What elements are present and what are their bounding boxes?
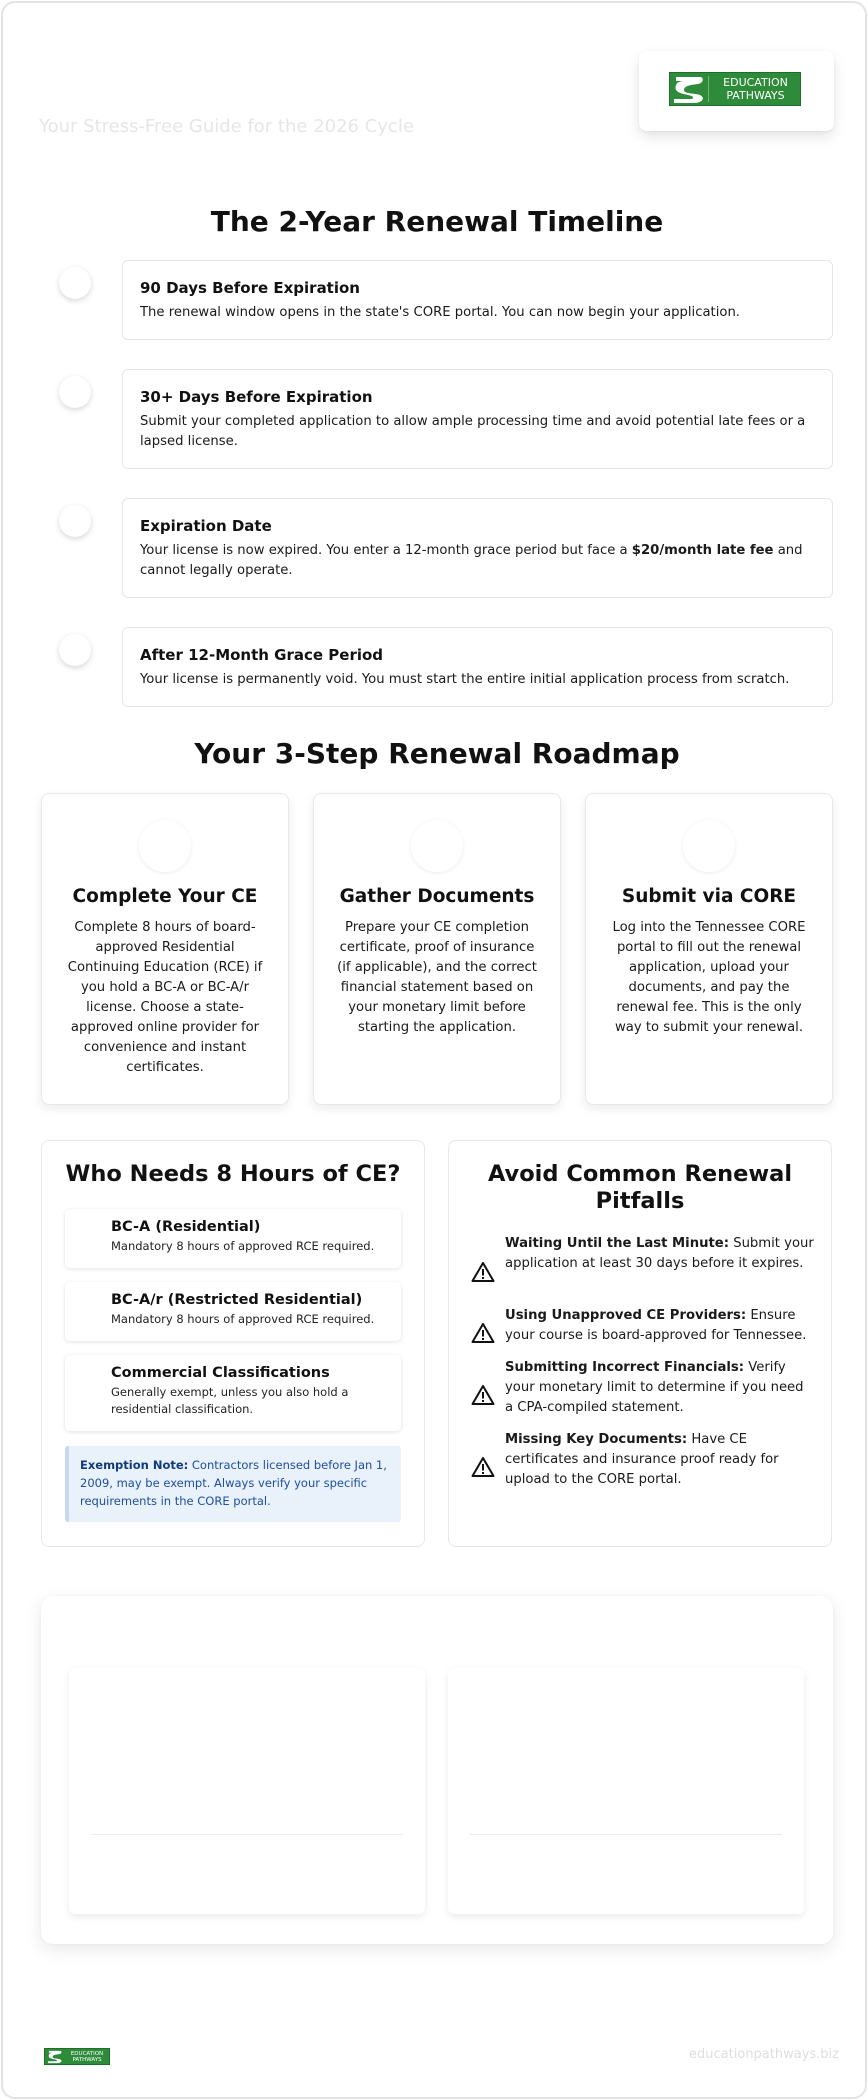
timeline-item-text: Your license is permanently void. You must start the entire initial application process from scratch. <box>140 672 790 687</box>
timeline-item <box>122 498 833 598</box>
pitfall-label: Waiting Until the Last Minute: <box>505 1236 729 1251</box>
timeline-item <box>122 627 833 707</box>
circle-icon <box>411 820 463 872</box>
pitfall-text <box>505 1358 815 1418</box>
step-text: Complete 8 hours of board-approved Residential Continuing Education (RCE) if you hold a BC-A or BC-A/r license. Choose a state-approved online provider for convenience and instant certificates. <box>67 920 263 1075</box>
page-subtitle: Your Stress-Free Guide for the 2026 Cycle <box>39 116 414 137</box>
footer-url-link[interactable]: educationpathways.biz <box>689 2047 839 2062</box>
pitfalls-title: Avoid Common Renewal Pitfalls <box>487 1161 793 1214</box>
classification-text: Mandatory 8 hours of approved RCE required. <box>111 1239 375 1253</box>
timeline-item-text: Submit your completed application to allow ample processing time and avoid potential late fees or a lapsed license. <box>140 414 806 449</box>
pitfall-text <box>505 1234 815 1274</box>
divider <box>470 1834 782 1835</box>
timeline-marker <box>59 634 91 666</box>
timeline-text-part: Your license is now expired. You enter a 12-month grace period but face a <box>140 543 632 558</box>
logo-line-2: PATHWAYS <box>726 89 785 102</box>
timeline-marker <box>59 376 91 408</box>
divider <box>91 1834 403 1835</box>
blank-card <box>69 1668 425 1914</box>
classification-text: Generally exempt, unless you also hold a residential classification. <box>111 1385 349 1416</box>
timeline-item-title: 90 Days Before Expiration <box>140 279 360 297</box>
timeline-marker <box>59 267 91 299</box>
pitfall-text <box>505 1430 815 1490</box>
exemption-note-text: Contractors licensed before Jan 1, 2009, may be exempt. Always verify your specific requirements in the CORE portal. <box>80 1458 387 1508</box>
step-card <box>313 793 561 1105</box>
step-title: Submit via CORE <box>621 886 797 907</box>
late-fee-highlight: $20/month late fee <box>631 543 774 558</box>
classification-card <box>65 1209 401 1268</box>
step-text: Prepare your CE completion certificate, proof of insurance (if applicable), and the correct financial statement based on your monetary limit before starting the application. <box>337 920 537 1035</box>
pitfall-item <box>505 1358 815 1418</box>
step-text: Log into the Tennessee CORE portal to fill out the renewal application, upload your documents, and pay the renewal fee. This is the only way to submit your renewal. <box>612 920 806 1035</box>
who-needs-title: Who Needs 8 Hours of CE? <box>65 1161 401 1187</box>
footer-logo-text <box>65 2051 109 2063</box>
pitfalls-panel <box>448 1140 832 1547</box>
classification-text: Mandatory 8 hours of approved RCE required. <box>111 1312 375 1326</box>
timeline-item <box>122 260 833 340</box>
timeline-item-text: The renewal window opens in the state's CORE portal. You can now begin your application. <box>140 305 740 320</box>
pitfall-item <box>505 1234 815 1274</box>
footer-logo-line-1: EDUCATION <box>70 2050 104 2057</box>
road-logo-icon <box>45 2049 65 2064</box>
blank-card <box>448 1668 804 1914</box>
timeline-item-title: After 12-Month Grace Period <box>140 646 384 664</box>
roadmap-title: Your 3-Step Renewal Roadmap <box>194 737 680 770</box>
pitfall-detail: Ensure your course is board-approved for Tennessee. <box>505 1308 807 1343</box>
circle-icon <box>683 820 735 872</box>
classification-card <box>65 1355 401 1431</box>
road-logo-icon <box>670 73 708 105</box>
timeline-item <box>122 369 833 469</box>
warning-triangle-icon <box>471 1384 495 1406</box>
header-logo-card[interactable] <box>639 51 834 131</box>
timeline-item-title: 30+ Days Before Expiration <box>140 388 373 406</box>
pitfall-label: Missing Key Documents: <box>505 1432 688 1447</box>
pitfall-item <box>505 1306 815 1346</box>
step-card <box>41 793 289 1105</box>
exemption-note-label: Exemption Note: <box>80 1458 189 1472</box>
timeline-item-text <box>140 541 815 581</box>
who-needs-panel <box>41 1140 425 1547</box>
timeline-text-part: and cannot legally operate. <box>140 543 803 578</box>
classification-card <box>65 1282 401 1341</box>
classification-title: Commercial Classifications <box>111 1365 330 1381</box>
logo-line-1: EDUCATION <box>723 76 788 89</box>
pitfall-detail: Verify your monetary limit to determine if you need a CPA-compiled statement. <box>505 1360 804 1415</box>
pitfall-detail: Have CE certificates and insurance proof ready for upload to the CORE portal. <box>505 1432 779 1487</box>
warning-triangle-icon <box>471 1322 495 1344</box>
classification-title: BC-A/r (Restricted Residential) <box>111 1292 363 1308</box>
logo-text <box>708 76 800 102</box>
circle-icon <box>139 820 191 872</box>
pitfall-detail: Submit your application at least 30 days before it expires. <box>505 1236 814 1271</box>
timeline-marker <box>59 505 91 537</box>
warning-triangle-icon <box>471 1261 495 1283</box>
warning-triangle-icon <box>471 1456 495 1478</box>
footer-logo[interactable] <box>44 2048 110 2065</box>
bottom-section <box>41 1596 833 1944</box>
timeline-item-title: Expiration Date <box>140 517 272 535</box>
pitfall-label: Using Unapproved CE Providers: <box>505 1308 747 1323</box>
classification-title: BC-A (Residential) <box>111 1219 261 1235</box>
exemption-note <box>65 1446 401 1522</box>
footer-logo-line-2: PATHWAYS <box>72 2056 102 2063</box>
pitfall-text <box>505 1306 815 1346</box>
pitfall-item <box>505 1430 815 1490</box>
timeline-title: The 2-Year Renewal Timeline <box>210 205 664 238</box>
education-pathways-logo <box>669 72 801 106</box>
pitfall-label: Submitting Incorrect Financials: <box>505 1360 745 1375</box>
step-card <box>585 793 833 1105</box>
step-title: Complete Your CE <box>72 886 258 907</box>
step-title: Gather Documents <box>339 886 535 907</box>
page-frame <box>1 1 867 2099</box>
